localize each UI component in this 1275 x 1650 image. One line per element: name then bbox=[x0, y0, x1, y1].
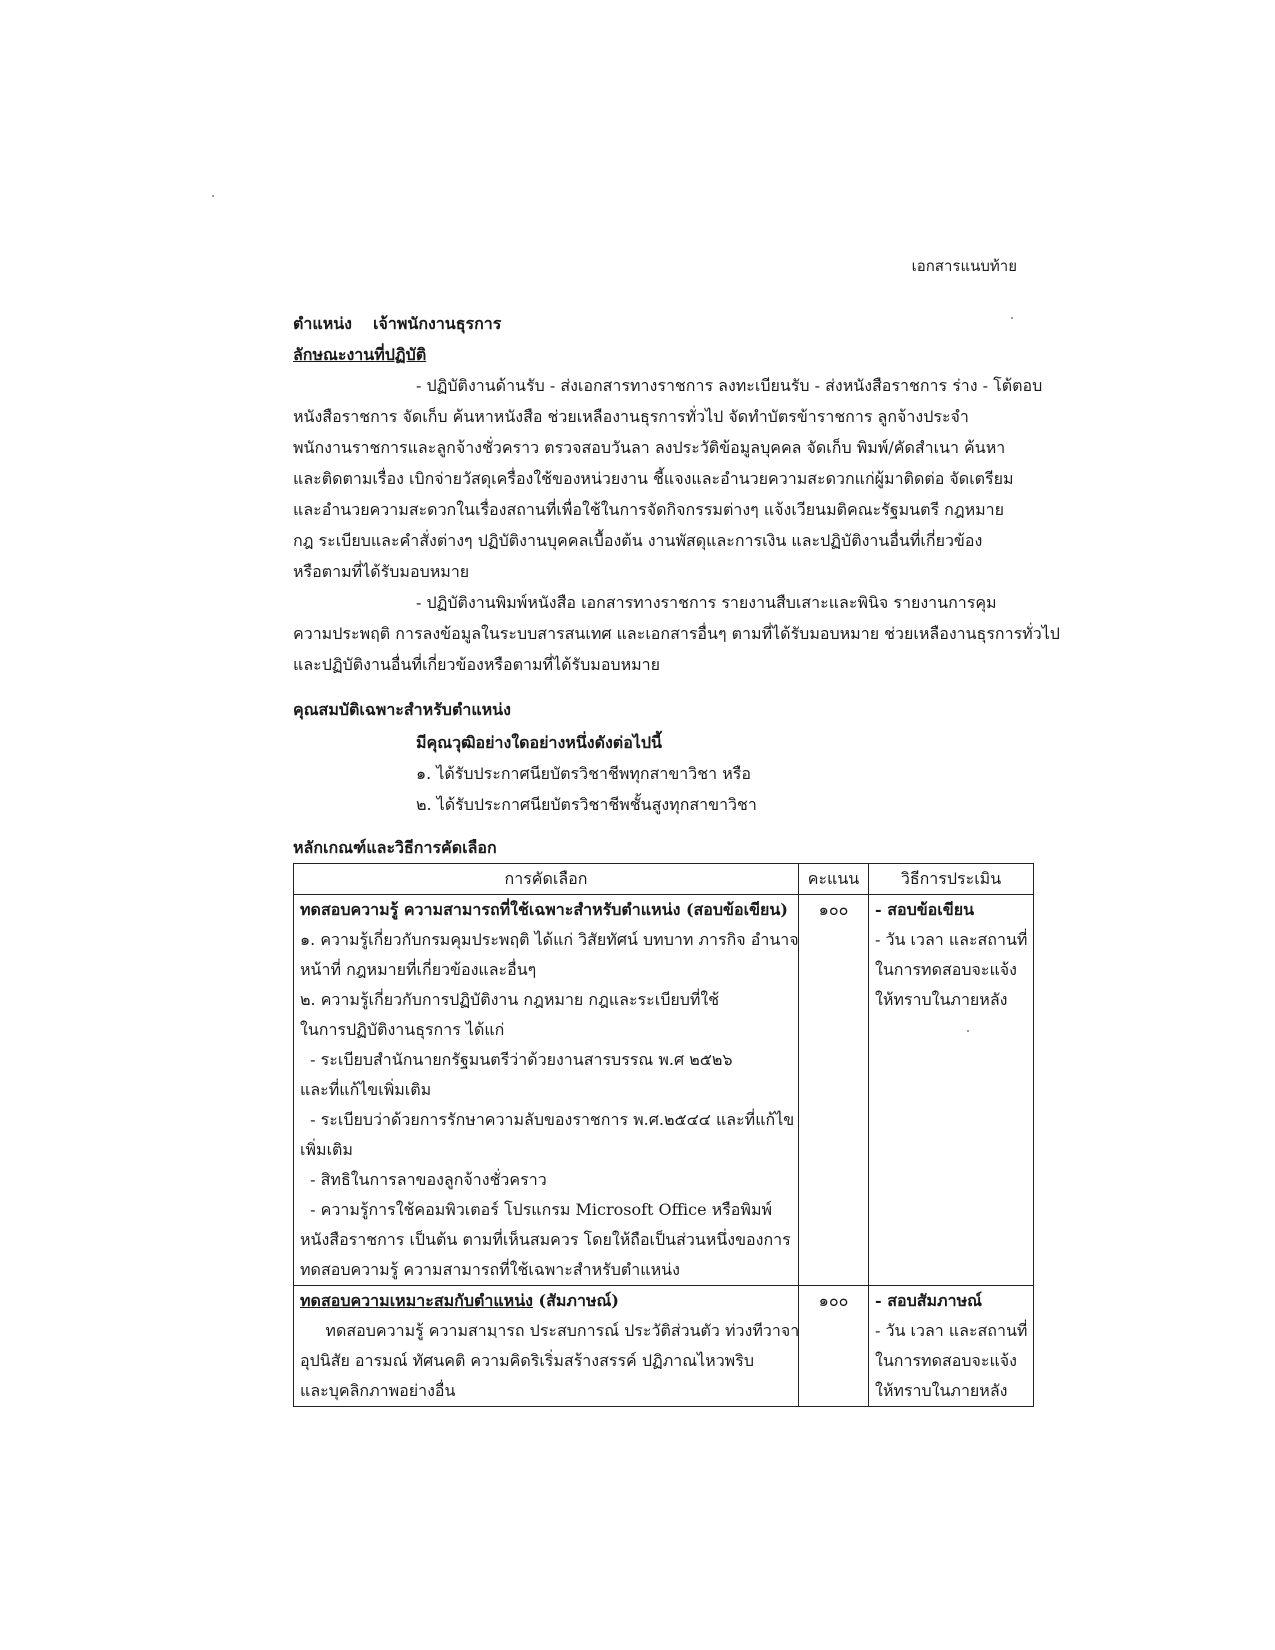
paragraph-line: - ปฏิบัติงานพิมพ์หนังสือ เอกสารทางราชการ รายงานสืบเสาะและพินิจ รายงานการคุม bbox=[416, 593, 997, 612]
cell-line: หน้าที่ กฎหมายที่เกี่ยวข้องและอื่นๆ bbox=[300, 960, 537, 979]
paragraph-line: กฎ ระเบียบและคำสั่งต่างๆ ปฏิบัติงานบุคคลเบื้องต้น งานพัสดุและการเงิน และปฏิบัติงานอื่นที่เกี่ยวข้อง bbox=[293, 531, 983, 550]
paragraph-line: และอำนวยความสะดวกในเรื่องสถานที่เพื่อใช้ในการจัดกิจกรรมต่างๆ แจ้งเวียนมติคณะรัฐมนตรี กฎหมาย bbox=[293, 500, 1005, 519]
position-line bbox=[293, 308, 1033, 339]
method-line: ให้ทราบในภายหลัง bbox=[875, 1381, 1008, 1400]
attachment-label: เอกสารแนบท้าย bbox=[911, 257, 1017, 275]
cell-line: ทดสอบความรู้ ความสามารถ ประสบการณ์ ประวัติส่วนตัว ท่วงทีวาจา bbox=[300, 1321, 800, 1340]
score-cell bbox=[799, 895, 869, 1286]
qualification-item: ๒. ได้รับประกาศนียบัตรวิชาชีพชั้นสูงทุกสาขาวิชา bbox=[416, 795, 757, 814]
cell-line: อุปนิสัย อารมณ์ ทัศนคติ ความคิดริเริ่มสร้างสรรค์ ปฏิภาณไหวพริบ bbox=[300, 1351, 754, 1370]
duties-heading: ลักษณะงานที่ปฏิบัติ bbox=[293, 345, 427, 364]
paragraph-line: ความประพฤติ การลงข้อมูลในระบบสารสนเทศ และเอกสารอื่นๆ ตามที่ได้รับมอบหมาย ช่วยเหลืองานธุรการทั่วไป bbox=[293, 624, 1060, 643]
cell-line: ในการปฏิบัติงานธุรการ ได้แก่ bbox=[300, 1020, 505, 1039]
position-title: เจ้าพนักงานธุรการ bbox=[373, 314, 502, 333]
qualifications-intro: มีคุณวุฒิอย่างใดอย่างหนึ่งดังต่อไปนี้ bbox=[416, 733, 662, 752]
method-cell bbox=[869, 1286, 1034, 1407]
cell-line: และที่แก้ไขเพิ่มเติม bbox=[300, 1080, 432, 1099]
position-label: ตำแหน่ง bbox=[293, 314, 352, 333]
row-heading bbox=[300, 1286, 792, 1316]
paragraph-line: และปฏิบัติงานอื่นที่เกี่ยวข้องหรือตามที่ได้รับมอบหมาย bbox=[293, 655, 661, 674]
column-header-method: วิธีการประเมิน bbox=[869, 864, 1034, 895]
method-cell bbox=[869, 895, 1034, 1286]
row-heading-suffix: (สัมภาษณ์) bbox=[532, 1291, 619, 1310]
selection-cell bbox=[294, 1286, 799, 1407]
qualifications-heading: คุณสมบัติเฉพาะสำหรับตำแหน่ง bbox=[293, 700, 511, 719]
cell-line: ๑. ความรู้เกี่ยวกับกรมคุมประพฤติ ได้แก่ วิสัยทัศน์ บทบาท ภารกิจ อำนาจ bbox=[300, 930, 799, 949]
paragraph-line: หรือตามที่ได้รับมอบหมาย bbox=[293, 562, 470, 581]
duties-paragraph-1 bbox=[293, 370, 1043, 587]
column-header-score: คะแนน bbox=[799, 864, 869, 895]
selection-cell bbox=[294, 895, 799, 1286]
document-body bbox=[293, 308, 1060, 1407]
cell-line: - สิทธิในการลาของลูกจ้างชั่วคราว bbox=[300, 1170, 547, 1189]
row-heading-underlined: ทดสอบความเหมาะสมกับตำแหน่ง bbox=[300, 1291, 533, 1310]
paragraph-line: และติดตามเรื่อง เบิกจ่ายวัสดุเครื่องใช้ของหน่วยงาน ชี้แจงและอำนวยความสะดวกแก่ผู้มาติดต่อ จัดเตรียม bbox=[293, 469, 1014, 488]
score-cell bbox=[799, 1286, 869, 1407]
duties-paragraph-2 bbox=[293, 587, 1060, 680]
table-row bbox=[294, 895, 1034, 1286]
scan-speck bbox=[212, 195, 214, 197]
method-heading: - สอบข้อเขียน bbox=[875, 900, 975, 919]
cell-line: ทดสอบความรู้ ความสามารถที่ใช้เฉพาะสำหรับตำแหน่ง bbox=[300, 1260, 680, 1279]
row-heading: ทดสอบความรู้ ความสามารถที่ใช้เฉพาะสำหรับตำแหน่ง (สอบข้อเขียน) bbox=[300, 900, 788, 919]
cell-line: และบุคลิกภาพอย่างอื่น bbox=[300, 1381, 456, 1400]
score-value: ๑๐๐ bbox=[818, 900, 849, 919]
paragraph-line: พนักงานราชการและลูกจ้างชั่วคราว ตรวจสอบวันลา ลงประวัติข้อมูลบุคคล จัดเก็บ พิมพ์/คัดสำเนา ค้นหา bbox=[293, 438, 1006, 457]
method-line: - วัน เวลา และสถานที่ bbox=[875, 930, 1028, 949]
score-value: ๑๐๐ bbox=[818, 1291, 849, 1310]
column-header-selection: การคัดเลือก bbox=[294, 864, 799, 895]
method-line: ในการทดสอบจะแจ้ง bbox=[875, 960, 1017, 979]
paragraph-line: หนังสือราชการ จัดเก็บ ค้นหาหนังสือ ช่วยเหลืองานธุรการทั่วไป จัดทำบัตรข้าราชการ ลูกจ้างประจำ bbox=[293, 407, 969, 426]
table-row bbox=[294, 1286, 1034, 1407]
cell-line: - ความรู้การใช้คอมพิวเตอร์ โปรแกรม Microsoft Office หรือพิมพ์ bbox=[300, 1200, 773, 1219]
cell-line: เพิ่มเติม bbox=[300, 1140, 353, 1159]
criteria-table bbox=[293, 863, 1034, 1407]
cell-line: - ระเบียบสำนักนายกรัฐมนตรีว่าด้วยงานสารบรรณ พ.ศ ๒๕๒๖ bbox=[300, 1050, 733, 1069]
method-heading: - สอบสัมภาษณ์ bbox=[875, 1291, 982, 1310]
method-line: ให้ทราบในภายหลัง bbox=[875, 990, 1008, 1009]
criteria-heading: หลักเกณฑ์และวิธีการคัดเลือก bbox=[293, 838, 497, 857]
method-line: ในการทดสอบจะแจ้ง bbox=[875, 1351, 1017, 1370]
qualification-item: ๑. ได้รับประกาศนียบัตรวิชาชีพทุกสาขาวิชา หรือ bbox=[416, 764, 751, 783]
paragraph-line: - ปฏิบัติงานด้านรับ - ส่งเอกสารทางราชการ ลงทะเบียนรับ - ส่งหนังสือราชการ ร่าง - โต้ตอบ bbox=[416, 376, 1043, 395]
table-header-row bbox=[294, 864, 1034, 895]
cell-line: หนังสือราชการ เป็นต้น ตามที่เห็นสมควร โดยให้ถือเป็นส่วนหนึ่งของการ bbox=[300, 1230, 791, 1249]
method-line: - วัน เวลา และสถานที่ bbox=[875, 1321, 1028, 1340]
cell-line: - ระเบียบว่าด้วยการรักษาความลับของราชการ พ.ศ.๒๕๔๔ และที่แก้ไข bbox=[300, 1110, 795, 1129]
cell-line: ๒. ความรู้เกี่ยวกับการปฏิบัติงาน กฎหมาย กฎและระเบียบที่ใช้ bbox=[300, 990, 720, 1009]
